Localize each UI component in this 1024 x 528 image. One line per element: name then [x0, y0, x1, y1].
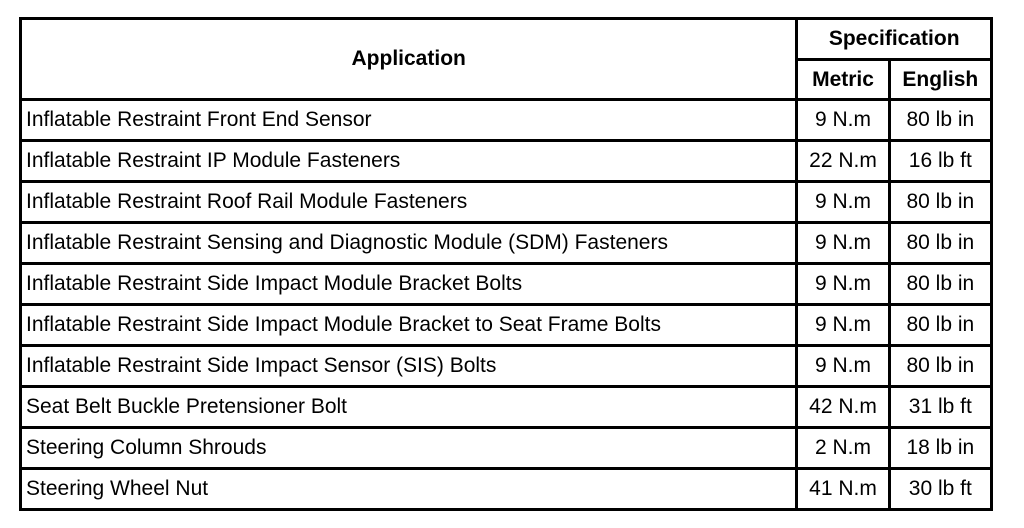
application-cell: Inflatable Restraint Roof Rail Module Fasteners	[21, 182, 797, 223]
english-cell: 80 lb in	[889, 223, 991, 264]
english-cell: 80 lb in	[889, 182, 991, 223]
english-cell: 80 lb in	[889, 346, 991, 387]
english-cell: 16 lb ft	[889, 141, 991, 182]
application-cell: Inflatable Restraint Side Impact Module Bracket to Seat Frame Bolts	[21, 305, 797, 346]
table-row	[21, 469, 992, 510]
table-row	[21, 428, 992, 469]
application-cell: Steering Column Shrouds	[21, 428, 797, 469]
metric-cell: 9 N.m	[797, 100, 889, 141]
application-cell: Inflatable Restraint Side Impact Module Bracket Bolts	[21, 264, 797, 305]
table-row	[21, 182, 992, 223]
english-cell: 31 lb ft	[889, 387, 991, 428]
table-row	[21, 223, 992, 264]
metric-cell: 9 N.m	[797, 223, 889, 264]
metric-cell: 2 N.m	[797, 428, 889, 469]
application-cell: Seat Belt Buckle Pretensioner Bolt	[21, 387, 797, 428]
application-cell: Steering Wheel Nut	[21, 469, 797, 510]
specification-column-header: Specification	[797, 19, 992, 60]
application-column-header: Application	[21, 19, 797, 100]
table-row	[21, 141, 992, 182]
header-row	[21, 19, 992, 60]
english-cell: 18 lb in	[889, 428, 991, 469]
application-cell: Inflatable Restraint Sensing and Diagnostic Module (SDM) Fasteners	[21, 223, 797, 264]
fastener-torque-specification-table	[19, 17, 993, 511]
table-row	[21, 100, 992, 141]
metric-cell: 41 N.m	[797, 469, 889, 510]
metric-cell: 9 N.m	[797, 264, 889, 305]
application-cell: Inflatable Restraint IP Module Fasteners	[21, 141, 797, 182]
application-cell: Inflatable Restraint Front End Sensor	[21, 100, 797, 141]
metric-cell: 22 N.m	[797, 141, 889, 182]
metric-column-header: Metric	[797, 60, 889, 100]
table-row	[21, 264, 992, 305]
metric-cell: 9 N.m	[797, 305, 889, 346]
english-cell: 80 lb in	[889, 264, 991, 305]
english-cell: 80 lb in	[889, 305, 991, 346]
metric-cell: 42 N.m	[797, 387, 889, 428]
table-row	[21, 346, 992, 387]
metric-cell: 9 N.m	[797, 346, 889, 387]
english-column-header: English	[889, 60, 991, 100]
table-row	[21, 387, 992, 428]
application-cell: Inflatable Restraint Side Impact Sensor (SIS) Bolts	[21, 346, 797, 387]
metric-cell: 9 N.m	[797, 182, 889, 223]
table-row	[21, 305, 992, 346]
english-cell: 30 lb ft	[889, 469, 991, 510]
english-cell: 80 lb in	[889, 100, 991, 141]
